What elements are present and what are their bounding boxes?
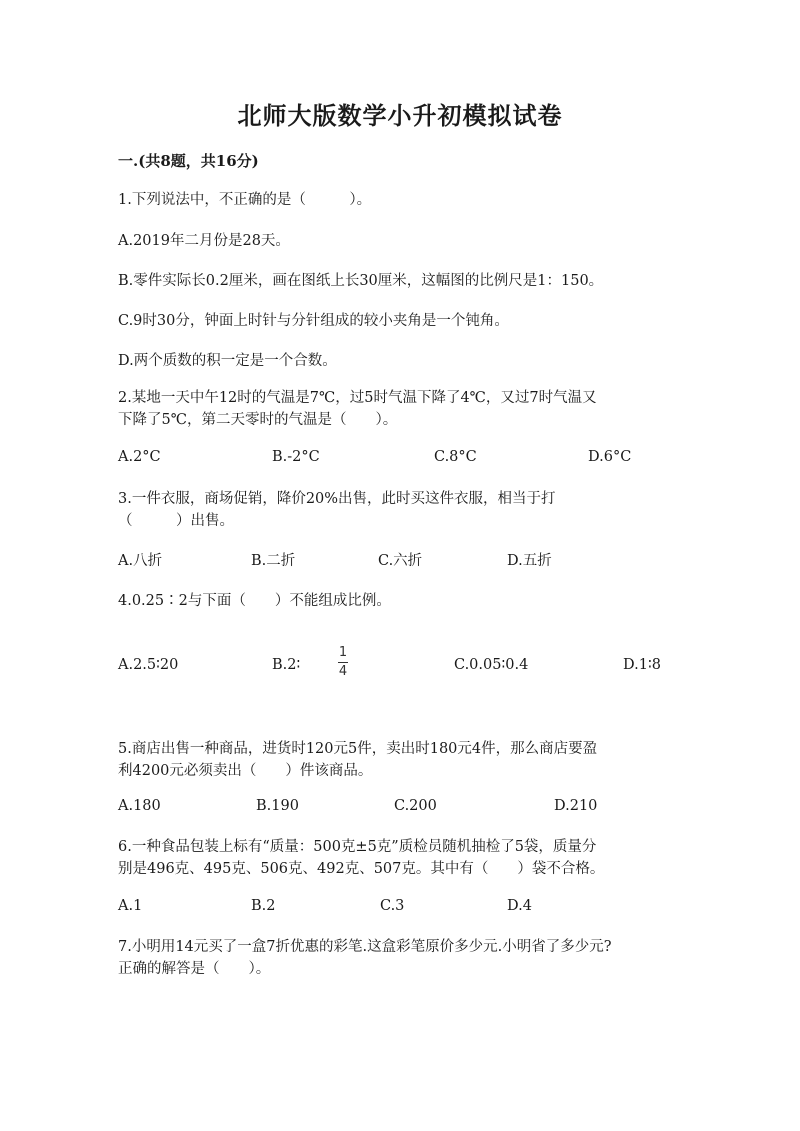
- section-heading: 一.(共8题，共16分): [118, 152, 259, 170]
- q2-stem-line2: 下降了5℃，第二天零时的气温是（ ）。: [118, 412, 398, 428]
- q4-option-b: B.2∶: [272, 657, 301, 673]
- q3-option-a: A.八折: [118, 553, 163, 569]
- q1-option-b: B.零件实际长0.2厘米，画在图纸上长30厘米，这幅图的比例尺是1：150。: [118, 273, 604, 289]
- q4-option-c: C.0.05∶0.4: [454, 657, 529, 673]
- q5-option-b: B.190: [256, 798, 299, 814]
- q1-stem: 1.下列说法中，不正确的是（ ）。: [118, 192, 372, 208]
- q4-option-b-fraction: [338, 645, 348, 680]
- fraction-numerator: 1: [338, 645, 348, 660]
- q1-option-c: C.9时30分，钟面上时针与分针组成的较小夹角是一个钝角。: [118, 313, 509, 329]
- q2-option-b: B.-2°C: [272, 449, 320, 465]
- q1-option-d: D.两个质数的积一定是一个合数。: [118, 353, 337, 369]
- q5-option-d: D.210: [554, 798, 598, 814]
- q5-stem-line2: 利4200元必须卖出（ ）件该商品。: [118, 763, 373, 779]
- q4-option-d: D.1∶8: [623, 657, 661, 673]
- q2-stem-line1: 2.某地一天中午12时的气温是7℃，过5时气温下降了4℃，又过7时气温又: [118, 390, 597, 406]
- page-title: 北师大版数学小升初模拟试卷: [237, 101, 563, 130]
- q2-option-a: A.2°C: [118, 449, 161, 465]
- q6-options: [118, 898, 718, 920]
- q6-option-a: A.1: [118, 898, 143, 914]
- q2-options: [118, 449, 718, 471]
- fraction-denominator: 4: [338, 664, 348, 679]
- q5-stem-line1: 5.商店出售一种商品，进货时120元5件，卖出时180元4件，那么商店要盈: [118, 741, 598, 757]
- q5-options: [118, 798, 718, 820]
- q4-options: [118, 645, 718, 679]
- q4-option-a: A.2.5∶20: [118, 657, 179, 673]
- q6-stem-line1: 6.一种食品包装上标有“质量：500克±5克”质检员随机抽检了5袋，质量分: [118, 839, 597, 855]
- q3-stem-line1: 3.一件衣服，商场促销，降价20%出售，此时买这件衣服，相当于打: [118, 491, 556, 507]
- q3-option-d: D.五折: [507, 553, 552, 569]
- q3-option-c: C.六折: [378, 553, 423, 569]
- q5-option-c: C.200: [394, 798, 437, 814]
- q1-option-a: A.2019年二月份是28天。: [118, 233, 290, 249]
- q7-stem-line2: 正确的解答是（ ）。: [118, 961, 271, 977]
- q3-option-b: B.二折: [251, 553, 296, 569]
- q3-options: [118, 549, 718, 571]
- q6-option-d: D.4: [507, 898, 532, 914]
- q6-option-c: C.3: [380, 898, 405, 914]
- q2-option-d: D.6°C: [588, 449, 632, 465]
- q5-option-a: A.180: [118, 798, 161, 814]
- q6-stem-line2: 别是496克、495克、506克、492克、507克。其中有（ ）袋不合格。: [118, 861, 605, 877]
- q4-stem: 4.0.25∶2与下面（ ）不能组成比例。: [118, 593, 391, 609]
- q3-stem-line2: （ ）出售。: [118, 513, 234, 529]
- q6-option-b: B.2: [251, 898, 276, 914]
- fraction-bar: [338, 662, 348, 663]
- q7-stem-line1: 7.小明用14元买了一盒7折优惠的彩笔.这盒彩笔原价多少元.小明省了多少元?: [118, 939, 612, 955]
- q2-option-c: C.8°C: [434, 449, 477, 465]
